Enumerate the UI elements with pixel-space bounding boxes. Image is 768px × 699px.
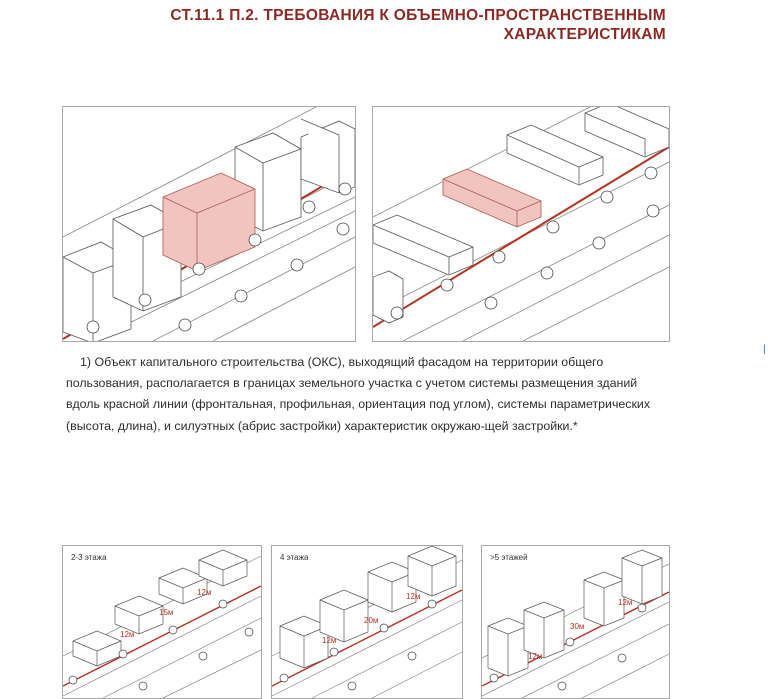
diagram-frontal bbox=[62, 106, 356, 342]
diagram-2-3-floors bbox=[62, 545, 262, 699]
diagram-5-plus-floors bbox=[481, 545, 670, 699]
floors-label: >5 этажей bbox=[490, 553, 528, 562]
diagram-profile bbox=[372, 106, 670, 342]
diagram-4-floors bbox=[271, 545, 463, 699]
gap-dim: 12м bbox=[528, 652, 543, 661]
length-dim: 20м bbox=[364, 616, 379, 625]
gap-dim: 12м bbox=[197, 588, 212, 597]
length-dim: 15м bbox=[159, 608, 174, 617]
paragraph-body: 1) Объект капитального строительства (ОКС), выходящий фасадом на территории общего пользования, располагается в границах земельного участка с учетом системы размещения зданий вдоль красной линии (фронтальная, профильная, ориентация под углом), системы параметрических (высота, длина), и силуэтных (абрис застройки) характеристик окружаю-щей застройки.* bbox=[66, 355, 651, 433]
gap-dim: 12м bbox=[618, 598, 633, 607]
length-dim: 30м bbox=[570, 622, 585, 631]
floors-label: 2-3 этажа bbox=[71, 553, 107, 562]
title-line-2: ХАРАКТЕРИСТИКАМ bbox=[503, 26, 666, 43]
gap-dim: 12м bbox=[406, 592, 421, 601]
requirement-text bbox=[66, 352, 670, 437]
gap-dim: 12м bbox=[120, 630, 135, 639]
floors-label: 4 этажа bbox=[280, 553, 309, 562]
page-edge-mark: | bbox=[763, 344, 766, 355]
page-title bbox=[170, 6, 666, 44]
title-line-1: СТ.11.1 П.2. ТРЕБОВАНИЯ К ОБЪЕМНО-ПРОСТРАНСТВЕННЫМ bbox=[170, 7, 666, 24]
gap-dim: 12м bbox=[322, 636, 337, 645]
